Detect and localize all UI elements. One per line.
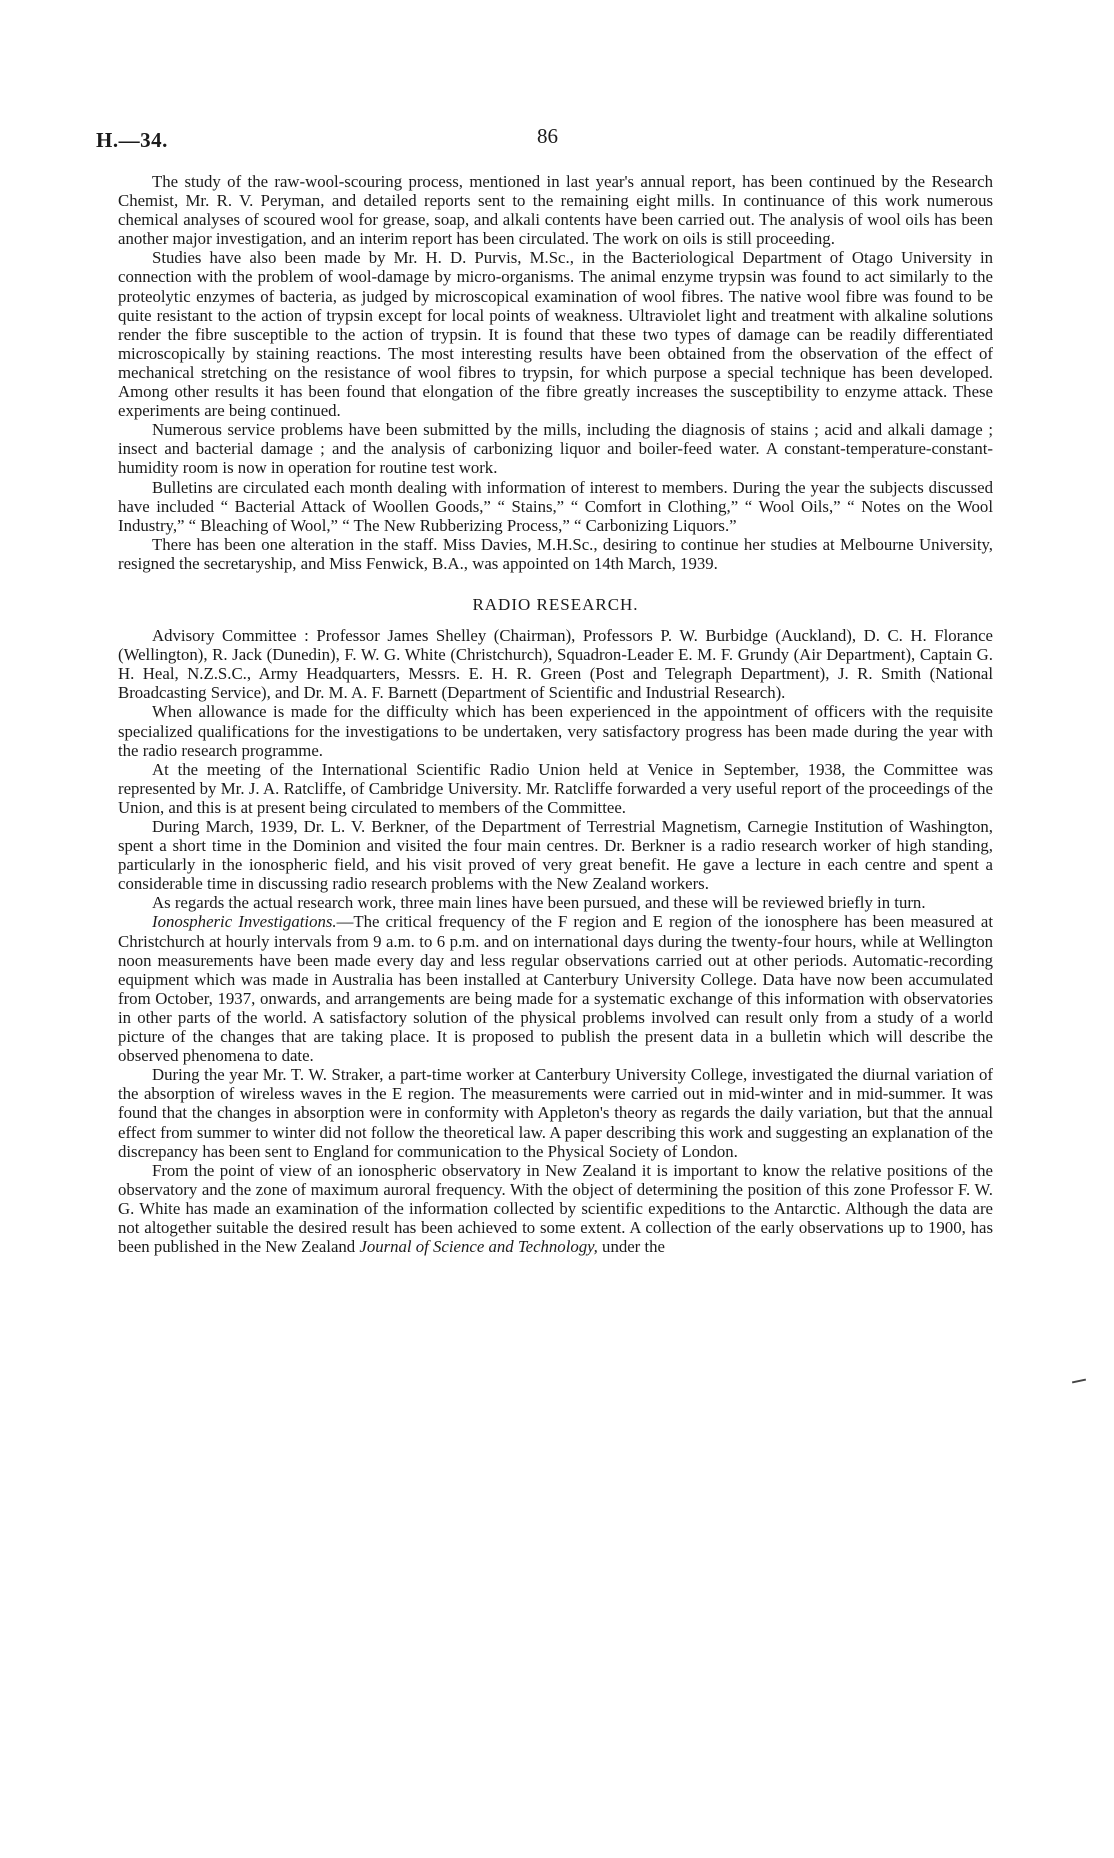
margin-mark (1072, 1379, 1086, 1384)
paragraph-service-problems: Numerous service problems have been submitted by the mills, including the diagnosis of stains ; acid and alkali damage ; insect and bacterial damage ; and the analysis of carbonizing liquor and boiler-feed water. A constant-temperature-constant-humidity room is now in operation for routine test work. (118, 420, 993, 478)
paragraph-research-lines: As regards the actual research work, three main lines have been pursued, and these will be reviewed briefly in turn. (152, 893, 926, 913)
observatory-tail: under the (597, 1237, 665, 1257)
page-number: 86 (537, 124, 558, 148)
paragraph-staff: There has been one alteration in the staff. Miss Davies, M.H.Sc., desiring to continue her studies at Melbourne University, resigned the secretaryship, and Miss Fenwick, B.A., was appointed on 14th March, 1939. (118, 534, 993, 573)
observatory-text: From the point of view of an ionospheric observatory in New Zealand it is important to know the relative positions of the observatory and the zone of maximum auroral frequency. With the object of determining the position of this zone Professor F. W. G. White has made an examination of the information collected by scientific expeditions to the Antarctic. Although the data are not altogether suitable the desired result has been achieved to some extent. A collection of the early observations up to 1900, has been published in the New Zealand (118, 1160, 993, 1257)
paragraph-wool-damage: Studies have also been made by Mr. H. D. Purvis, M.Sc., in the Bacteriological Department of Otago University in connection with the problem of wool-damage by micro-organisms. The animal enzyme trypsin was found to act similarly to the proteolytic enzymes of bacteria, as judged by microscopical examination of wool fibres. The native wool fibre was found to be quite resistant to the action of trypsin except for local points of weakness. Ultraviolet light and treatment with alkaline solutions render the fibre susceptible to the action of trypsin. It is found that these two types of damage can be readily differentiated microscopically by staining reactions. The most interesting results have been obtained from the observation of the effect of mechanical stretching on the resistance of wool fibres to trypsin, for which purpose a special technique has been developed. Among other results it has been found that elongation of the fibre greatly increases the susceptibility to enzyme attack. These experiments are being continued. (118, 248, 993, 421)
section-heading-radio-research: RADIO RESEARCH. (472, 594, 639, 614)
document-body (118, 172, 993, 1256)
ionospheric-lead-heading: Ionospheric Investigations. (152, 912, 337, 932)
paragraph-ionospheric (118, 912, 993, 1065)
paragraph-allowance: When allowance is made for the difficulty which has been experienced in the appointment of officers with the requisite specialized qualifications for the investigations to be undertaken, very satisfactory progress has been made during the year with the radio research programme. (118, 702, 993, 760)
paragraph-straker: During the year Mr. T. W. Straker, a part-time worker at Canterbury University College, investigated the diurnal variation of the absorption of wireless waves in the E region. The measurements were carried out in mid-winter and in mid-summer. It was found that the changes in absorption were in conformity with Appleton's theory as regards the daily variation, but that the annual effect from summer to winter did not follow the theoretical law. A paper describing this work and suggesting an explanation of the discrepancy has been sent to England for communication to the Physical Society of London. (118, 1065, 993, 1161)
journal-title: Journal of Science and Technology, (359, 1237, 598, 1257)
document-reference: H.—34. (96, 128, 168, 152)
paragraph-berkner-visit: During March, 1939, Dr. L. V. Berkner, of the Department of Terrestrial Magnetism, Carnegie Institution of Washington, spent a short time in the Dominion and visited the four main centres. Dr. Berkner is a radio research worker of high standing, particularly in the ionospheric field, and his visit proved of very great benefit. He gave a lecture in each centre and spent a considerable time in discussing radio research problems with the New Zealand workers. (118, 817, 993, 894)
paragraph-advisory-committee: Advisory Committee : Professor James Shelley (Chairman), Professors P. W. Burbidge (Auckland), D. C. H. Florance (Wellington), R. Jack (Dunedin), F. W. G. White (Christchurch), Squadron-Leader E. M. F. Grundy (Air Department), Captain G. H. Heal, N.Z.S.C., Army Headquarters, Messrs. E. H. R. Green (Post and Telegraph Department), J. R. Smith (National Broadcasting Service), and Dr. M. A. F. Barnett (Department of Scientific and Industrial Research). (118, 626, 993, 703)
ionospheric-text: —The critical frequency of the F region and E region of the ionosphere has been measured at Christchurch at hourly intervals from 9 a.m. to 6 p.m. and on international days during the twenty-four hours, while at Wellington noon measurements have been made every day and less regular observations carried out at other periods. Automatic-recording equipment which was made in Australia has been installed at Canterbury University College. Data have now been accumulated from October, 1937, onwards, and arrangements are being made for a systematic exchange of this information with observatories in other parts of the world. A satisfactory solution of the physical problems involved can result only from a study of a world picture of the changes that are taking place. It is proposed to publish the present data in a bulletin which will describe the observed phenomena to date. (118, 912, 994, 1066)
paragraph-observatory (118, 1161, 993, 1256)
paragraph-venice-meeting: At the meeting of the International Scientific Radio Union held at Venice in September, 1938, the Committee was represented by Mr. J. A. Ratcliffe, of Cambridge University. Mr. Ratcliffe forwarded a very useful report of the proceedings of the Union, and this is at present being circulated to members of the Committee. (118, 759, 993, 817)
paragraph-wool-scouring: The study of the raw-wool-scouring process, mentioned in last year's annual report, has been continued by the Research Chemist, Mr. R. V. Peryman, and detailed reports sent to the remaining eight mills. In continuance of this work numerous chemical analyses of scoured wool for grease, soap, and alkali contents have been carried out. The analysis of wool oils has been another major investigation, and an interim report has been circulated. The work on oils is still proceeding. (118, 172, 993, 249)
paragraph-bulletins: Bulletins are circulated each month dealing with information of interest to members. During the year the subjects discussed have included “ Bacterial Attack of Woollen Goods,” “ Stains,” “ Comfort in Clothing,” “ Wool Oils,” “ Notes on the Wool Industry,” “ Bleaching of Wool,” “ The New Rubberizing Process,” “ Carbonizing Liquors.” (118, 477, 993, 535)
